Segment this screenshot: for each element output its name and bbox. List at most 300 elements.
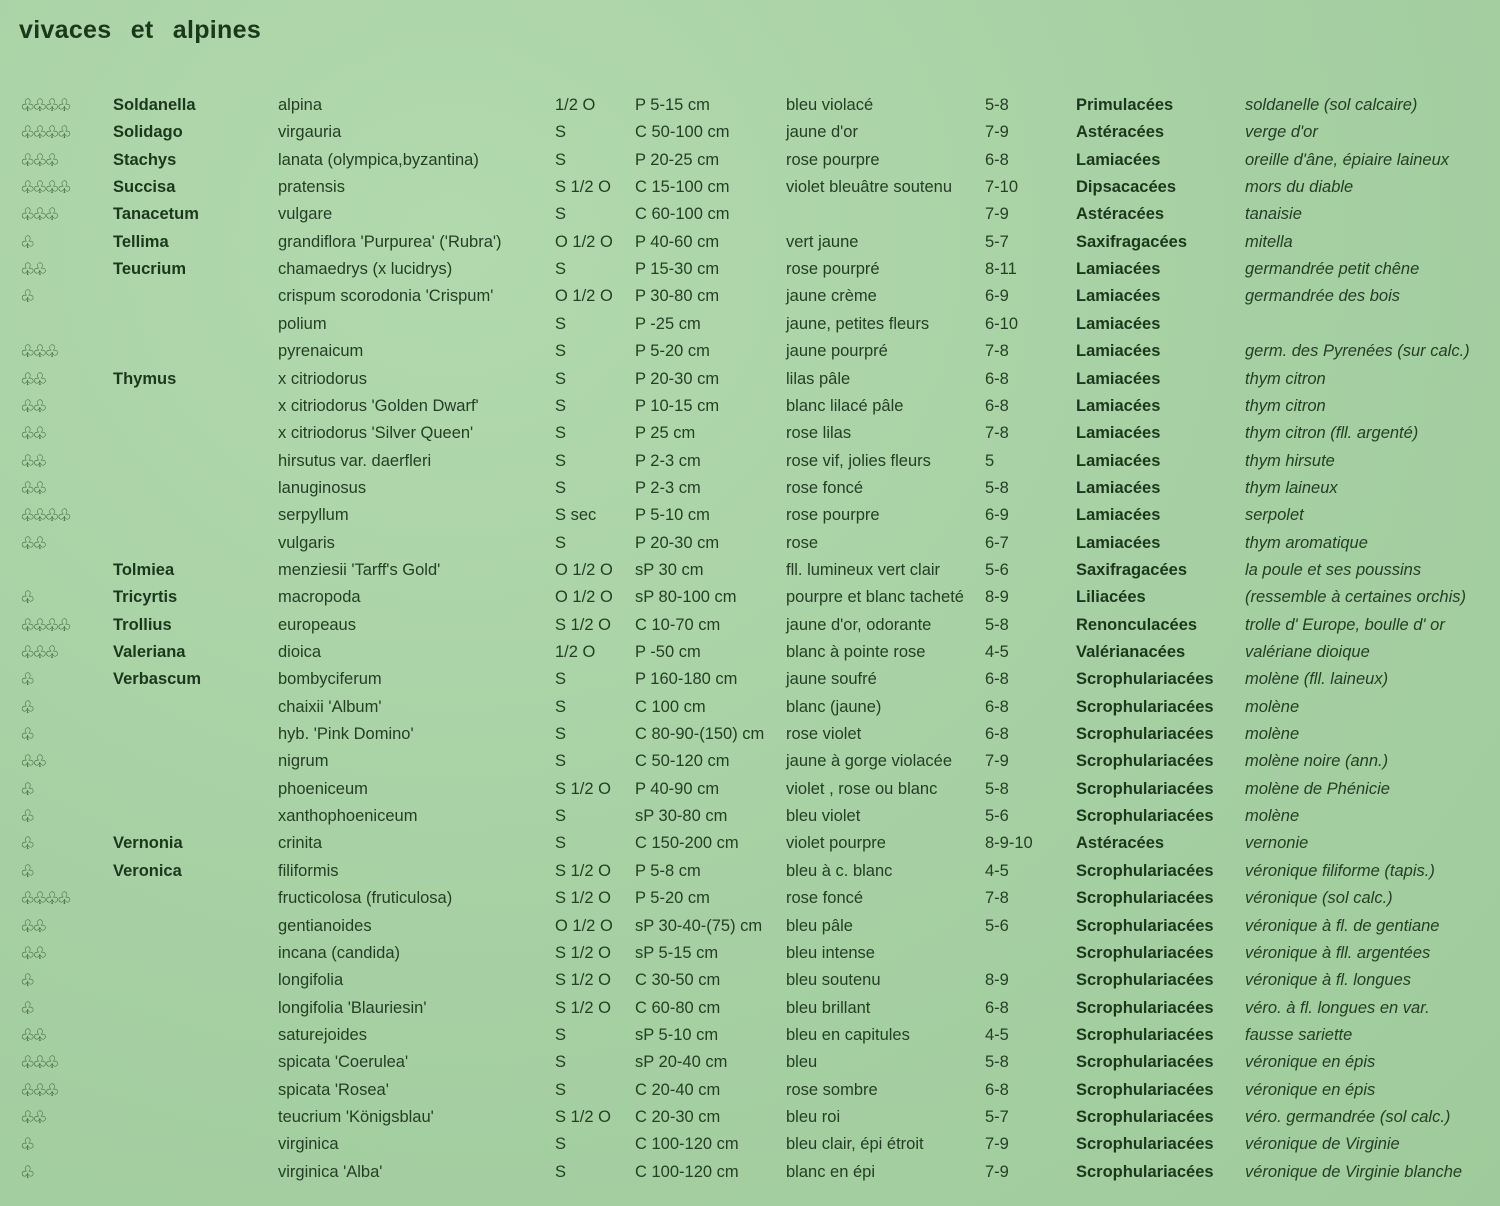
table-row [0, 940, 1500, 967]
species-name: grandiflora 'Purpurea' ('Rubra') [278, 232, 502, 251]
flower-color: jaune d'or [786, 123, 858, 142]
common-name: véro. à fl. longues en var. [1245, 998, 1430, 1017]
flowering-months: 6-10 [985, 314, 1019, 333]
flowering-months: 8-9-10 [985, 834, 1033, 853]
common-name: véronique en épis [1245, 1080, 1376, 1099]
table-row [0, 475, 1500, 502]
table-row [0, 174, 1500, 201]
hardiness-icons: ♧ [20, 779, 33, 799]
family-name: Lamiacées [1076, 260, 1161, 279]
flowering-months: 8-9 [985, 971, 1009, 990]
table-row [0, 311, 1500, 338]
common-name: véronique de Virginie blanche [1245, 1162, 1463, 1181]
exposure: S [555, 1135, 567, 1154]
flower-color: bleu roi [786, 1107, 841, 1126]
hardiness-icons: ♧♧ [20, 478, 45, 498]
table-row [0, 201, 1500, 228]
common-name: germandrée petit chêne [1245, 260, 1420, 279]
flower-color: rose foncé [786, 889, 864, 908]
flowering-months: 6-7 [985, 533, 1009, 552]
hardiness-icons: ♧ [20, 834, 33, 854]
species-name: vulgare [278, 205, 333, 224]
flower-color: rose pourpré [786, 260, 880, 279]
species-name: x citriodorus 'Golden Dwarf' [278, 396, 479, 415]
table-row [0, 1131, 1500, 1158]
family-name: Scrophulariacées [1076, 697, 1214, 716]
family-name: Valérianacées [1076, 643, 1186, 661]
genus-name: Thymus [113, 369, 177, 388]
table-row [0, 995, 1500, 1022]
exposure: S [555, 1053, 567, 1072]
family-name: Scrophulariacées [1076, 943, 1214, 962]
family-name: Scrophulariacées [1076, 725, 1214, 744]
species-name: pyrenaicum [278, 342, 364, 361]
flowering-months: 7-9 [985, 205, 1009, 224]
flower-color: blanc en épi [786, 1162, 875, 1181]
exposure: S 1/2 O [555, 1107, 611, 1126]
exposure: S [555, 1080, 567, 1099]
family-name: Lamiacées [1076, 533, 1161, 552]
genus-name: Trollius [113, 615, 172, 634]
flower-color: bleu en capitules [786, 1025, 910, 1044]
exposure: S 1/2 O [555, 779, 611, 798]
family-name: Scrophulariacées [1076, 971, 1214, 990]
species-name: hirsutus var. daerfleri [278, 451, 432, 470]
height: P 5-20 cm [635, 342, 710, 361]
height: C 50-120 cm [635, 752, 730, 771]
height: sP 5-10 cm [635, 1025, 719, 1044]
height: P 2-3 cm [635, 451, 701, 470]
family-name: Lamiacées [1076, 150, 1161, 169]
exposure: S sec [555, 506, 597, 525]
flowering-months: 7-9 [985, 1162, 1009, 1181]
family-name: Lamiacées [1076, 506, 1161, 525]
hardiness-icons: ♧♧ [20, 260, 45, 280]
flowering-months: 5-6 [985, 916, 1009, 935]
family-name: Lamiacées [1076, 342, 1161, 361]
family-name: Scrophulariacées [1076, 916, 1214, 935]
height: P 160-180 cm [635, 670, 738, 689]
common-name: thym citron [1245, 396, 1326, 415]
family-name: Lamiacées [1076, 424, 1161, 443]
common-name: molène (fll. laineux) [1245, 670, 1389, 689]
hardiness-icons: ♧♧ [20, 533, 45, 553]
exposure: S 1/2 O [555, 998, 611, 1017]
table-row [0, 1022, 1500, 1049]
exposure: O 1/2 O [555, 588, 613, 607]
hardiness-icons: ♧♧ [20, 916, 45, 936]
species-name: x citriodorus [278, 369, 367, 388]
table-row [0, 366, 1500, 393]
common-name: molène [1245, 725, 1300, 744]
genus-name: Vernonia [113, 834, 183, 853]
height: C 30-50 cm [635, 971, 721, 990]
genus-name: Soldanella [113, 96, 196, 114]
flower-color: violet bleuâtre soutenu [786, 178, 953, 197]
species-name: dioica [278, 643, 322, 661]
exposure: O 1/2 O [555, 287, 613, 306]
species-name: spicata 'Rosea' [278, 1080, 389, 1099]
hardiness-icons: ♧♧♧♧ [20, 123, 69, 143]
flowering-months: 5-8 [985, 96, 1009, 114]
species-name: virginica [278, 1135, 339, 1154]
flower-color: rose vif, jolies fleurs [786, 451, 931, 470]
genus-name: Tellima [113, 232, 169, 251]
height: P 5-8 cm [635, 861, 701, 880]
family-name: Astéracées [1076, 205, 1165, 224]
flower-color: lilas pâle [786, 369, 851, 388]
family-name: Liliacées [1076, 588, 1146, 607]
family-name: Astéracées [1076, 123, 1165, 142]
common-name: véronique filiforme (tapis.) [1245, 861, 1435, 880]
common-name: (ressemble à certaines orchis) [1245, 588, 1466, 607]
flower-color: jaune soufré [786, 670, 877, 689]
table-row [0, 92, 1500, 119]
height: C 100 cm [635, 697, 706, 716]
table-row [0, 530, 1500, 557]
species-name: europeaus [278, 615, 356, 634]
table-row [0, 256, 1500, 283]
table-row [0, 1077, 1500, 1104]
genus-name: Tolmiea [113, 560, 175, 579]
hardiness-icons: ♧♧♧♧ [20, 889, 69, 909]
hardiness-icons: ♧♧♧ [20, 342, 57, 362]
common-name: tanaisie [1245, 205, 1302, 224]
table-row [0, 967, 1500, 994]
hardiness-icons: ♧♧ [20, 752, 45, 772]
common-name: germ. des Pyrenées (sur calc.) [1245, 342, 1470, 361]
genus-name: Valeriana [113, 643, 186, 661]
flowering-months: 7-8 [985, 424, 1009, 443]
height: P 20-25 cm [635, 150, 720, 169]
common-name: véronique en épis [1245, 1053, 1376, 1072]
hardiness-icons: ♧♧ [20, 943, 45, 963]
flower-color: bleu soutenu [786, 971, 881, 990]
table-row [0, 885, 1500, 912]
flowering-months: 6-8 [985, 369, 1009, 388]
flowering-months: 5-6 [985, 807, 1009, 826]
exposure: 1/2 O [555, 643, 596, 661]
flower-color: jaune pourpré [786, 342, 888, 361]
hardiness-icons: ♧ [20, 670, 33, 690]
exposure: S [555, 123, 567, 142]
family-name: Scrophulariacées [1076, 998, 1214, 1017]
exposure: S [555, 725, 567, 744]
species-name: lanuginosus [278, 478, 367, 497]
height: sP 20-40 cm [635, 1053, 728, 1072]
hardiness-icons: ♧ [20, 697, 33, 717]
flowering-months: 5-8 [985, 779, 1009, 798]
family-name: Scrophulariacées [1076, 752, 1214, 771]
hardiness-icons: ♧♧ [20, 424, 45, 444]
flowering-months: 5 [985, 451, 995, 470]
hardiness-icons: ♧ [20, 807, 33, 827]
height: sP 30 cm [635, 560, 704, 579]
family-name: Lamiacées [1076, 287, 1161, 306]
common-name: véro. germandrée (sol calc.) [1245, 1107, 1451, 1126]
height: P 25 cm [635, 424, 696, 443]
common-name: véronique de Virginie [1245, 1135, 1400, 1154]
species-name: hyb. 'Pink Domino' [278, 725, 414, 744]
height: P 20-30 cm [635, 533, 720, 552]
height: P 5-10 cm [635, 506, 710, 525]
exposure: S 1/2 O [555, 178, 611, 197]
exposure: S [555, 478, 567, 497]
common-name: vernonie [1245, 834, 1309, 853]
hardiness-icons: ♧ [20, 1135, 33, 1155]
flower-color: rose lilas [786, 424, 852, 443]
genus-name: Tricyrtis [113, 588, 178, 607]
height: C 80-90-(150) cm [635, 725, 765, 744]
flowering-months: 6-8 [985, 396, 1009, 415]
family-name: Saxifragacées [1076, 232, 1187, 251]
flowering-months: 6-8 [985, 670, 1009, 689]
species-name: virgauria [278, 123, 342, 142]
hardiness-icons: ♧ [20, 861, 33, 881]
genus-name: Stachys [113, 150, 177, 169]
hardiness-icons: ♧♧♧ [20, 1080, 57, 1100]
family-name: Scrophulariacées [1076, 1107, 1214, 1126]
flowering-months: 7-10 [985, 178, 1019, 197]
family-name: Lamiacées [1076, 478, 1161, 497]
common-name: molène [1245, 807, 1300, 826]
hardiness-icons: ♧♧ [20, 1107, 45, 1127]
family-name: Scrophulariacées [1076, 670, 1214, 689]
genus-name: Teucrium [113, 260, 187, 279]
table-row [0, 283, 1500, 310]
flowering-months: 7-8 [985, 889, 1009, 908]
hardiness-icons: ♧ [20, 725, 33, 745]
height: C 15-100 cm [635, 178, 730, 197]
common-name: thym citron (fll. argenté) [1245, 424, 1419, 443]
family-name: Saxifragacées [1076, 560, 1187, 579]
height: C 20-30 cm [635, 1107, 721, 1126]
exposure: S 1/2 O [555, 861, 611, 880]
flower-color: jaune crème [786, 287, 877, 306]
table-row [0, 666, 1500, 693]
species-name: saturejoides [278, 1025, 367, 1044]
common-name: thym laineux [1245, 478, 1338, 497]
genus-name: Veronica [113, 861, 182, 880]
family-name: Astéracées [1076, 834, 1165, 853]
common-name: véronique (sol calc.) [1245, 889, 1393, 908]
family-name: Scrophulariacées [1076, 1162, 1214, 1181]
table-row [0, 748, 1500, 775]
height: sP 30-40-(75) cm [635, 916, 763, 935]
exposure: S [555, 342, 567, 361]
species-name: fructicolosa (fruticulosa) [278, 889, 453, 908]
common-name: oreille d'âne, épiaire laineux [1245, 150, 1450, 169]
common-name: thym hirsute [1245, 451, 1335, 470]
common-name: véronique à fll. argentées [1245, 943, 1431, 962]
flower-color: vert jaune [786, 232, 859, 251]
exposure: S [555, 1162, 567, 1181]
species-name: crispum scorodonia 'Crispum' [278, 287, 494, 306]
exposure: S [555, 670, 567, 689]
common-name: trolle d' Europe, boulle d' or [1245, 615, 1445, 634]
flowering-months: 6-8 [985, 150, 1009, 169]
height: P 5-15 cm [635, 96, 710, 114]
exposure: O 1/2 O [555, 560, 613, 579]
family-name: Lamiacées [1076, 314, 1161, 333]
family-name: Dipsacacées [1076, 178, 1176, 197]
height: sP 5-15 cm [635, 943, 719, 962]
page-title: vivaces et alpines [19, 16, 262, 44]
common-name: verge d'or [1245, 123, 1318, 142]
flower-color: violet pourpre [786, 834, 886, 853]
flowering-months: 8-9 [985, 588, 1009, 607]
species-name: alpina [278, 96, 323, 114]
table-row [0, 913, 1500, 940]
table-row [0, 448, 1500, 475]
height: sP 80-100 cm [635, 588, 737, 607]
table-row [0, 858, 1500, 885]
species-name: chaixii 'Album' [278, 697, 382, 716]
flowering-months: 5-6 [985, 560, 1009, 579]
table-row [0, 147, 1500, 174]
family-name: Scrophulariacées [1076, 807, 1214, 826]
family-name: Scrophulariacées [1076, 1135, 1214, 1154]
height: P 30-80 cm [635, 287, 720, 306]
family-name: Lamiacées [1076, 369, 1161, 388]
table-row [0, 584, 1500, 611]
exposure: S [555, 205, 567, 224]
species-name: polium [278, 314, 327, 333]
flowering-months: 5-8 [985, 1053, 1009, 1072]
table-row [0, 1104, 1500, 1131]
exposure: S [555, 314, 567, 333]
flower-color: bleu à c. blanc [786, 861, 893, 880]
height: P -25 cm [635, 314, 701, 333]
exposure: S [555, 451, 567, 470]
table-row [0, 557, 1500, 584]
common-name: molène noire (ann.) [1245, 752, 1389, 771]
exposure: S [555, 150, 567, 169]
exposure: 1/2 O [555, 96, 596, 114]
species-name: phoeniceum [278, 779, 368, 798]
flower-color: pourpre et blanc tacheté [786, 588, 964, 607]
exposure: S [555, 807, 567, 826]
flower-color: blanc (jaune) [786, 697, 882, 716]
flowering-months: 7-9 [985, 752, 1009, 771]
exposure: S 1/2 O [555, 615, 611, 634]
height: C 100-120 cm [635, 1135, 739, 1154]
hardiness-icons: ♧ [20, 588, 33, 608]
family-name: Scrophulariacées [1076, 1080, 1214, 1099]
height: P 5-20 cm [635, 889, 710, 908]
table-row [0, 1159, 1500, 1186]
species-name: bombyciferum [278, 670, 382, 689]
family-name: Primulacées [1076, 96, 1174, 114]
flowering-months: 5-7 [985, 1107, 1009, 1126]
flower-color: blanc à pointe rose [786, 643, 926, 661]
family-name: Renonculacées [1076, 615, 1198, 634]
table-row [0, 502, 1500, 529]
flowering-months: 6-9 [985, 287, 1009, 306]
hardiness-icons: ♧♧♧ [20, 1053, 57, 1073]
exposure: S 1/2 O [555, 971, 611, 990]
flowering-months: 7-9 [985, 123, 1009, 142]
flowering-months: 4-5 [985, 861, 1009, 880]
family-name: Scrophulariacées [1076, 889, 1214, 908]
exposure: S [555, 752, 567, 771]
height: P 15-30 cm [635, 260, 720, 279]
hardiness-icons: ♧ [20, 287, 33, 307]
exposure: S [555, 424, 567, 443]
table-row [0, 1049, 1500, 1076]
flower-color: jaune, petites fleurs [786, 314, 930, 333]
common-name: thym aromatique [1245, 533, 1368, 552]
height: P 10-15 cm [635, 396, 720, 415]
height: P -50 cm [635, 643, 701, 661]
species-name: x citriodorus 'Silver Queen' [278, 424, 474, 443]
common-name: thym citron [1245, 369, 1326, 388]
flowering-months: 6-9 [985, 506, 1009, 525]
flower-color: bleu clair, épi étroit [786, 1135, 924, 1154]
flower-color: rose foncé [786, 478, 864, 497]
species-name: longifolia 'Blauriesin' [278, 998, 427, 1017]
flowering-months: 8-11 [985, 260, 1017, 279]
species-name: virginica 'Alba' [278, 1162, 383, 1181]
species-name: crinita [278, 834, 323, 853]
flower-color: violet , rose ou blanc [786, 779, 938, 798]
table-row [0, 420, 1500, 447]
flower-color: bleu violacé [786, 96, 874, 114]
family-name: Scrophulariacées [1076, 861, 1214, 880]
exposure: S [555, 533, 567, 552]
family-name: Lamiacées [1076, 451, 1161, 470]
height: C 20-40 cm [635, 1080, 721, 1099]
species-name: filiformis [278, 861, 339, 880]
flower-color: bleu intense [786, 943, 875, 962]
flower-color: rose pourpre [786, 506, 880, 525]
exposure: S [555, 834, 567, 853]
height: C 10-70 cm [635, 615, 721, 634]
hardiness-icons: ♧ [20, 971, 33, 991]
flower-color: rose [786, 533, 819, 552]
flowering-months: 6-8 [985, 725, 1009, 744]
exposure: O 1/2 O [555, 232, 613, 251]
hardiness-icons: ♧ [20, 998, 33, 1018]
exposure: S [555, 369, 567, 388]
height: C 60-80 cm [635, 998, 721, 1017]
flowering-months: 6-8 [985, 998, 1009, 1017]
flower-color: blanc lilacé pâle [786, 396, 904, 415]
species-name: nigrum [278, 752, 329, 771]
hardiness-icons: ♧♧♧ [20, 643, 57, 662]
species-name: pratensis [278, 178, 345, 197]
flowering-months: 5-8 [985, 615, 1009, 634]
table-row [0, 830, 1500, 857]
flowering-months: 6-8 [985, 1080, 1009, 1099]
table-row [0, 119, 1500, 146]
hardiness-icons: ♧ [20, 1162, 33, 1182]
table-row [0, 721, 1500, 748]
hardiness-icons: ♧♧ [20, 1025, 45, 1045]
common-name: la poule et ses poussins [1245, 560, 1422, 579]
flower-color: fll. lumineux vert clair [786, 560, 941, 579]
hardiness-icons: ♧♧ [20, 369, 45, 389]
exposure: O 1/2 O [555, 916, 613, 935]
common-name: véronique à fl. de gentiane [1245, 916, 1440, 935]
height: P 40-60 cm [635, 232, 720, 251]
flower-color: rose sombre [786, 1080, 878, 1099]
family-name: Scrophulariacées [1076, 1025, 1214, 1044]
flowering-months: 5-8 [985, 478, 1009, 497]
genus-name: Verbascum [113, 670, 202, 689]
hardiness-icons: ♧♧♧♧ [20, 178, 69, 198]
flower-color: bleu [786, 1053, 818, 1072]
